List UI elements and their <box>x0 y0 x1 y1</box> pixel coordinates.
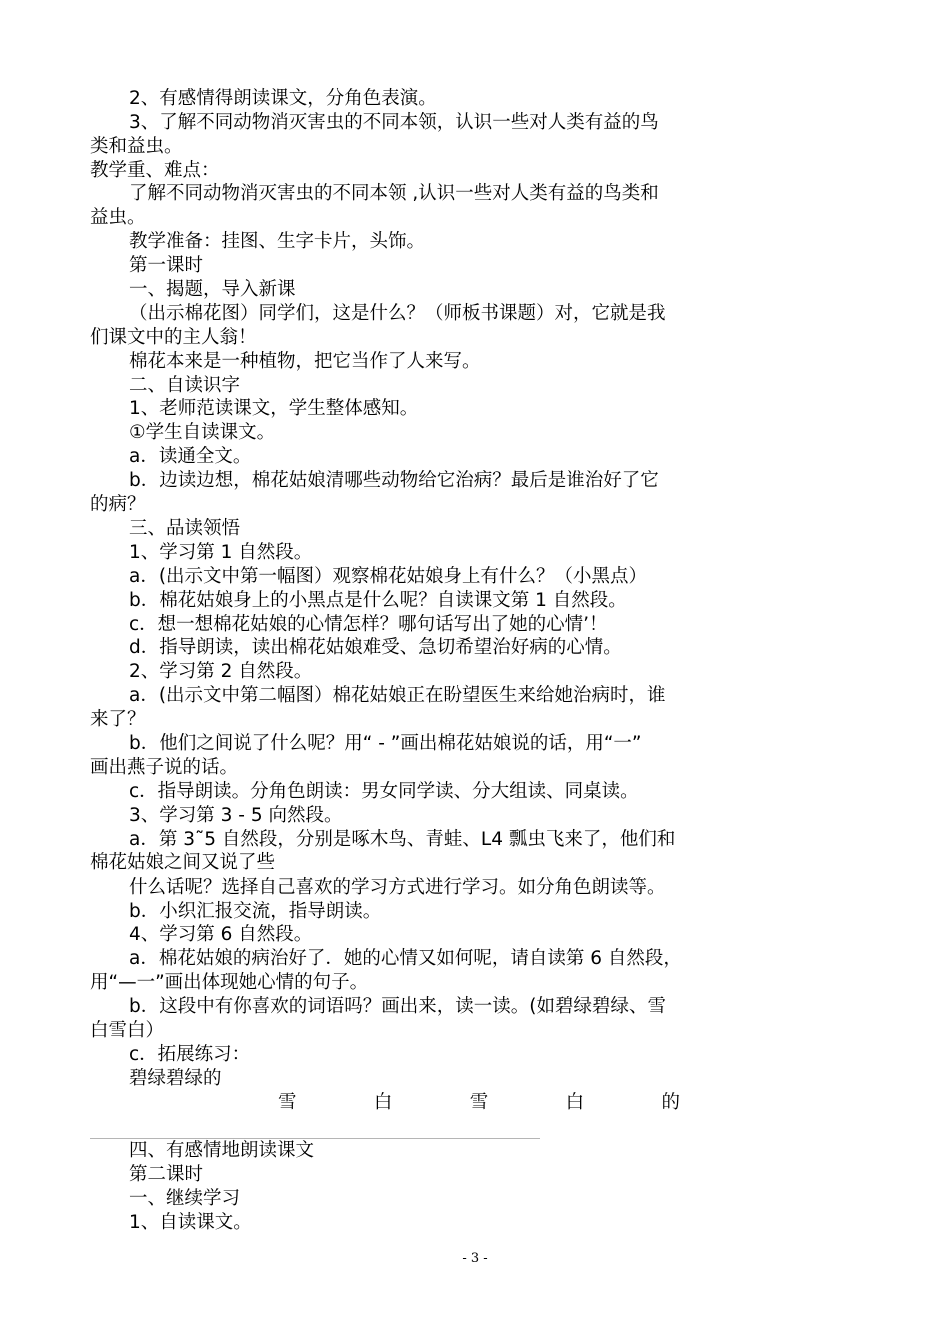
section-heading: 一、继续学习 <box>129 1188 241 1209</box>
text-line: d．指导朗读，读出棉花姑娘难受、急切希望治好病的心情。 <box>129 637 622 658</box>
text-line: b．小织汇报交流，指导朗读。 <box>129 901 382 922</box>
justified-word-line <box>278 1091 680 1115</box>
text-line: 棉花姑娘之间又说了些 <box>90 852 276 873</box>
text-line: 了解不同动物消灭害虫的不同本领 ,认识一些对人类有益的鸟类和 <box>129 183 659 204</box>
text-line: 2、有感情得朗读课文，分角色表演。 <box>129 88 437 109</box>
spread-char: 白 <box>373 1092 393 1113</box>
text-line: a．棉花姑娘的病治好了．她的心情又如何呢，请自读第 6 自然段， <box>129 948 682 969</box>
text-line: 碧绿碧绿的 <box>129 1068 222 1089</box>
text-line: b．这段中有你喜欢的词语吗？画出来，读一读。(如碧绿碧绿、雪 <box>129 996 666 1017</box>
text-line: 1、自读课文。 <box>129 1212 252 1233</box>
text-line: a．(出示文中第二幅图）棉花姑娘正在盼望医生来给她治病时，谁 <box>129 685 666 706</box>
section-heading: 三、品读领悟 <box>129 518 241 539</box>
text-line: 什么话呢？选择自己喜欢的学习方式进行学习。如分角色朗读等。 <box>129 877 666 898</box>
spread-char: 雪 <box>469 1092 489 1113</box>
text-line: 们课文中的主人翁！ <box>90 327 257 348</box>
lesson-heading: 第一课时 <box>129 255 204 276</box>
section-heading: 一、揭题，导入新课 <box>129 279 296 300</box>
page-number: - 3 - <box>462 1251 488 1266</box>
text-line: b．边读边想，棉花姑娘清哪些动物给它治病？最后是谁治好了它 <box>129 470 659 491</box>
lesson-heading: 第二课时 <box>129 1164 204 1185</box>
text-line: 的病？ <box>90 494 146 515</box>
text-line: a．(出示文中第一幅图）观察棉花姑娘身上有什么？（小黑点） <box>129 566 648 587</box>
text-line: （出示棉花图）同学们，这是什么？（师板书课题）对，它就是我 <box>129 303 666 324</box>
section-heading: 四、有感情地朗读课文 <box>129 1140 315 1161</box>
text-line: 来了？ <box>90 709 146 730</box>
text-line: ①学生自读课文。 <box>129 422 276 443</box>
text-line: a．第 3˜5 自然段，分别是啄木鸟、青蛙、L4 瓢虫飞来了，他们和 <box>129 829 676 850</box>
section-heading: 二、自读识字 <box>129 375 241 396</box>
text-line: a．读通全文。 <box>129 446 252 467</box>
text-line: 1、老师范读课文，学生整体感知。 <box>129 398 419 419</box>
text-line: 2、学习第 2 自然段。 <box>129 661 313 682</box>
text-line: 画出燕子说的话。 <box>90 757 239 778</box>
text-line: 益虫。 <box>90 207 146 228</box>
text-line: 棉花本来是一种植物，把它当作了人来写。 <box>129 351 481 372</box>
text-line: c．想一想棉花姑娘的心情怎样？哪句话写出了她的心情’！ <box>129 614 608 635</box>
text-line: b．他们之间说了什么呢？用“ - ”画出棉花姑娘说的话，用“一” <box>129 733 642 754</box>
spread-char: 白 <box>565 1092 585 1113</box>
text-line: 类和益虫。 <box>90 136 183 157</box>
text-line: 4、学习第 6 自然段。 <box>129 924 313 945</box>
text-line: 白雪白） <box>90 1020 165 1041</box>
text-line: b．棉花姑娘身上的小黑点是什么呢？自读课文第 1 自然段。 <box>129 590 627 611</box>
text-line: 3、了解不同动物消灭害虫的不同本领，认识一些对人类有益的鸟 <box>129 112 659 133</box>
section-heading: 教学重、难点： <box>90 160 220 181</box>
text-line: 1、学习第 1 自然段。 <box>129 542 313 563</box>
text-line: 3、学习第 3 - 5 向然段。 <box>129 805 343 826</box>
spread-char: 雪 <box>278 1092 297 1113</box>
text-line: c．指导朗读。分角色朗读：男女同学读、分大组读、同桌读。 <box>129 781 639 802</box>
text-line: c．拓展练习： <box>129 1044 251 1065</box>
spread-char: 的 <box>661 1092 680 1113</box>
text-line: 教学准备：挂图、生字卡片，头饰。 <box>129 231 426 252</box>
text-line: 用“—一”画出体现她心情的句子。 <box>90 972 369 993</box>
